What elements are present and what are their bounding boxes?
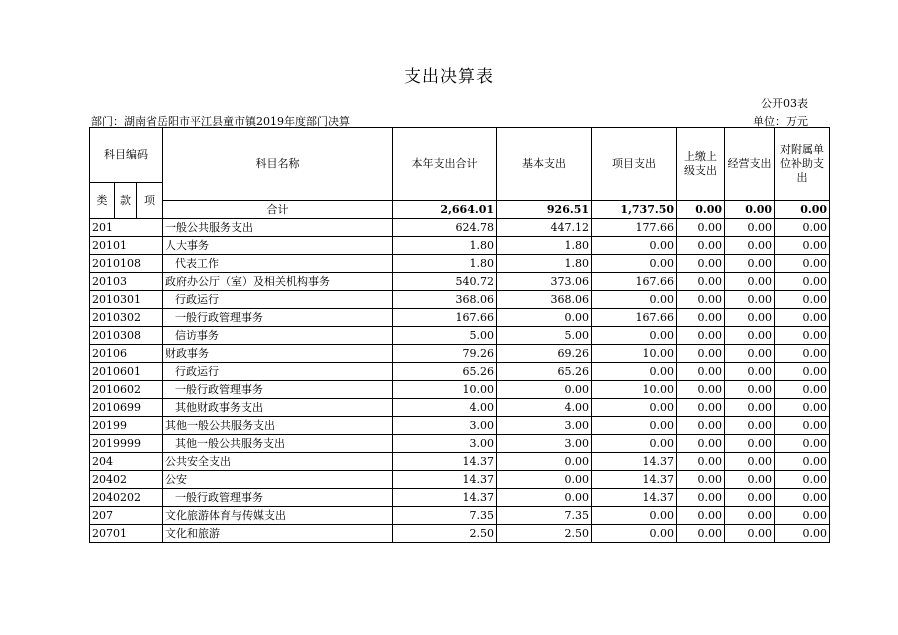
amount-cell: 0.00 xyxy=(497,471,592,489)
amount-cell: 0.00 xyxy=(775,327,830,345)
amount-cell: 10.00 xyxy=(592,345,677,363)
amount-cell: 1.80 xyxy=(497,237,592,255)
amount-cell: 2.50 xyxy=(393,525,497,543)
amount-cell: 373.06 xyxy=(497,273,592,291)
table-row xyxy=(90,363,830,381)
amount-cell: 0.00 xyxy=(497,453,592,471)
amount-cell: 4.00 xyxy=(393,399,497,417)
amount-cell: 0.00 xyxy=(592,507,677,525)
amount-cell: 167.66 xyxy=(592,273,677,291)
table-row xyxy=(90,453,830,471)
amount-cell: 5.00 xyxy=(393,327,497,345)
subject-code: 20199 xyxy=(90,417,163,435)
amount-cell: 0.00 xyxy=(725,435,775,453)
amount-cell: 0.00 xyxy=(725,327,775,345)
amount-cell: 0.00 xyxy=(592,417,677,435)
subject-name: 一般公共服务支出 xyxy=(163,219,393,237)
subject-code: 2010301 xyxy=(90,291,163,309)
total-value: 2,664.01 xyxy=(393,201,497,219)
amount-cell: 624.78 xyxy=(393,219,497,237)
table-row xyxy=(90,273,830,291)
amount-cell: 14.37 xyxy=(393,471,497,489)
amount-cell: 0.00 xyxy=(592,399,677,417)
amount-cell: 14.37 xyxy=(592,489,677,507)
table-row xyxy=(90,489,830,507)
amount-cell: 0.00 xyxy=(677,237,725,255)
total-value: 1,737.50 xyxy=(592,201,677,219)
header-subject-code: 科目编码 xyxy=(90,128,163,183)
subject-code: 207 xyxy=(90,507,163,525)
subject-name: 代表工作 xyxy=(163,255,393,273)
amount-cell: 0.00 xyxy=(677,345,725,363)
amount-cell: 0.00 xyxy=(775,507,830,525)
subject-name: 其他一般公共服务支出 xyxy=(163,417,393,435)
header-business: 经营支出 xyxy=(725,128,775,201)
amount-cell: 0.00 xyxy=(725,489,775,507)
amount-cell: 0.00 xyxy=(677,417,725,435)
amount-cell: 167.66 xyxy=(393,309,497,327)
amount-cell: 0.00 xyxy=(775,345,830,363)
amount-cell: 1.80 xyxy=(393,237,497,255)
header-kuan: 款 xyxy=(115,183,137,219)
total-value: 926.51 xyxy=(497,201,592,219)
amount-cell: 0.00 xyxy=(592,435,677,453)
amount-cell: 0.00 xyxy=(725,219,775,237)
amount-cell: 14.37 xyxy=(393,489,497,507)
amount-cell: 0.00 xyxy=(725,363,775,381)
amount-cell: 0.00 xyxy=(725,273,775,291)
sheet-number: 公开03表 xyxy=(761,97,808,110)
amount-cell: 0.00 xyxy=(775,435,830,453)
amount-cell: 0.00 xyxy=(677,219,725,237)
subject-code: 20101 xyxy=(90,237,163,255)
amount-cell: 0.00 xyxy=(677,327,725,345)
amount-cell: 0.00 xyxy=(725,291,775,309)
amount-cell: 3.00 xyxy=(393,435,497,453)
amount-cell: 0.00 xyxy=(775,417,830,435)
total-label: 合计 xyxy=(163,201,393,219)
header-xiang: 项 xyxy=(137,183,163,219)
subject-name: 人大事务 xyxy=(163,237,393,255)
amount-cell: 3.00 xyxy=(497,435,592,453)
subject-code: 2010108 xyxy=(90,255,163,273)
header-total: 本年支出合计 xyxy=(393,128,497,201)
subject-code: 20106 xyxy=(90,345,163,363)
amount-cell: 0.00 xyxy=(677,399,725,417)
amount-cell: 1.80 xyxy=(497,255,592,273)
amount-cell: 368.06 xyxy=(497,291,592,309)
amount-cell: 0.00 xyxy=(775,525,830,543)
amount-cell: 0.00 xyxy=(592,255,677,273)
amount-cell: 0.00 xyxy=(677,291,725,309)
subject-name: 行政运行 xyxy=(163,363,393,381)
amount-cell: 167.66 xyxy=(592,309,677,327)
amount-cell: 0.00 xyxy=(592,237,677,255)
subject-name: 财政事务 xyxy=(163,345,393,363)
subject-name: 公共安全支出 xyxy=(163,453,393,471)
amount-cell: 0.00 xyxy=(497,309,592,327)
amount-cell: 0.00 xyxy=(677,507,725,525)
amount-cell: 0.00 xyxy=(775,219,830,237)
amount-cell: 0.00 xyxy=(677,381,725,399)
table-row xyxy=(90,417,830,435)
header-subsidy: 对附属单位补助支出 xyxy=(775,128,830,201)
table-row xyxy=(90,309,830,327)
amount-cell: 0.00 xyxy=(677,489,725,507)
amount-cell: 0.00 xyxy=(725,453,775,471)
amount-cell: 0.00 xyxy=(677,363,725,381)
table-row xyxy=(90,291,830,309)
subject-code: 2019999 xyxy=(90,435,163,453)
amount-cell: 7.35 xyxy=(497,507,592,525)
total-value: 0.00 xyxy=(677,201,725,219)
subject-name: 文化和旅游 xyxy=(163,525,393,543)
amount-cell: 0.00 xyxy=(775,255,830,273)
amount-cell: 0.00 xyxy=(725,525,775,543)
table-row xyxy=(90,399,830,417)
header-project: 项目支出 xyxy=(592,128,677,201)
header-row xyxy=(90,128,830,183)
amount-cell: 14.37 xyxy=(592,471,677,489)
amount-cell: 0.00 xyxy=(677,435,725,453)
subject-name: 一般行政管理事务 xyxy=(163,381,393,399)
amount-cell: 0.00 xyxy=(775,291,830,309)
subject-code: 2010601 xyxy=(90,363,163,381)
amount-cell: 177.66 xyxy=(592,219,677,237)
header-upper: 上缴上级支出 xyxy=(677,128,725,201)
amount-cell: 0.00 xyxy=(725,237,775,255)
amount-cell: 0.00 xyxy=(725,345,775,363)
subject-name: 其他财政事务支出 xyxy=(163,399,393,417)
department-label: 部门：湖南省岳阳市平江县童市镇2019年度部门决算 xyxy=(91,115,350,128)
table-row xyxy=(90,525,830,543)
amount-cell: 3.00 xyxy=(393,417,497,435)
amount-cell: 0.00 xyxy=(725,381,775,399)
subject-code: 20402 xyxy=(90,471,163,489)
amount-cell: 0.00 xyxy=(725,471,775,489)
total-row xyxy=(90,201,830,219)
amount-cell: 4.00 xyxy=(497,399,592,417)
amount-cell: 79.26 xyxy=(393,345,497,363)
amount-cell: 0.00 xyxy=(725,417,775,435)
subject-code: 2010699 xyxy=(90,399,163,417)
amount-cell: 0.00 xyxy=(677,453,725,471)
table-row xyxy=(90,345,830,363)
subject-code: 20701 xyxy=(90,525,163,543)
header-basic: 基本支出 xyxy=(497,128,592,201)
amount-cell: 65.26 xyxy=(497,363,592,381)
amount-cell: 0.00 xyxy=(725,507,775,525)
subject-code: 2040202 xyxy=(90,489,163,507)
table-row xyxy=(90,327,830,345)
total-value: 0.00 xyxy=(775,201,830,219)
amount-cell: 0.00 xyxy=(775,453,830,471)
amount-cell: 10.00 xyxy=(393,381,497,399)
subject-name: 信访事务 xyxy=(163,327,393,345)
amount-cell: 368.06 xyxy=(393,291,497,309)
table-row xyxy=(90,237,830,255)
report-title: 支出决算表 xyxy=(404,67,494,87)
amount-cell: 0.00 xyxy=(592,525,677,543)
amount-cell: 0.00 xyxy=(592,291,677,309)
amount-cell: 0.00 xyxy=(775,399,830,417)
subject-code: 2010308 xyxy=(90,327,163,345)
subject-code: 20103 xyxy=(90,273,163,291)
amount-cell: 540.72 xyxy=(393,273,497,291)
table-row xyxy=(90,381,830,399)
amount-cell: 0.00 xyxy=(592,363,677,381)
amount-cell: 0.00 xyxy=(775,363,830,381)
amount-cell: 0.00 xyxy=(775,489,830,507)
amount-cell: 0.00 xyxy=(677,525,725,543)
amount-cell: 69.26 xyxy=(497,345,592,363)
unit-label: 单位：万元 xyxy=(753,115,808,128)
amount-cell: 14.37 xyxy=(592,453,677,471)
subject-name: 一般行政管理事务 xyxy=(163,489,393,507)
amount-cell: 0.00 xyxy=(497,381,592,399)
total-value: 0.00 xyxy=(725,201,775,219)
amount-cell: 10.00 xyxy=(592,381,677,399)
amount-cell: 0.00 xyxy=(725,255,775,273)
amount-cell: 0.00 xyxy=(677,309,725,327)
amount-cell: 0.00 xyxy=(677,471,725,489)
amount-cell: 14.37 xyxy=(393,453,497,471)
subject-code: 201 xyxy=(90,219,163,237)
amount-cell: 0.00 xyxy=(677,255,725,273)
table-row xyxy=(90,435,830,453)
amount-cell: 0.00 xyxy=(497,489,592,507)
amount-cell: 2.50 xyxy=(497,525,592,543)
subject-code: 2010302 xyxy=(90,309,163,327)
table-row xyxy=(90,471,830,489)
amount-cell: 7.35 xyxy=(393,507,497,525)
amount-cell: 0.00 xyxy=(775,381,830,399)
amount-cell: 0.00 xyxy=(775,309,830,327)
amount-cell: 65.26 xyxy=(393,363,497,381)
amount-cell: 1.80 xyxy=(393,255,497,273)
subject-code: 204 xyxy=(90,453,163,471)
subject-name: 其他一般公共服务支出 xyxy=(163,435,393,453)
amount-cell: 0.00 xyxy=(677,273,725,291)
subject-code: 2010602 xyxy=(90,381,163,399)
expenditure-table xyxy=(89,127,830,543)
subject-name: 公安 xyxy=(163,471,393,489)
subject-name: 行政运行 xyxy=(163,291,393,309)
amount-cell: 0.00 xyxy=(775,471,830,489)
subject-name: 一般行政管理事务 xyxy=(163,309,393,327)
amount-cell: 3.00 xyxy=(497,417,592,435)
amount-cell: 0.00 xyxy=(592,327,677,345)
amount-cell: 5.00 xyxy=(497,327,592,345)
table-row xyxy=(90,507,830,525)
table-row xyxy=(90,255,830,273)
amount-cell: 0.00 xyxy=(775,273,830,291)
subject-name: 文化旅游体育与传媒支出 xyxy=(163,507,393,525)
subject-name: 政府办公厅（室）及相关机构事务 xyxy=(163,273,393,291)
header-lei: 类 xyxy=(90,183,115,219)
amount-cell: 0.00 xyxy=(725,309,775,327)
amount-cell: 447.12 xyxy=(497,219,592,237)
amount-cell: 0.00 xyxy=(775,237,830,255)
table-row xyxy=(90,219,830,237)
amount-cell: 0.00 xyxy=(725,399,775,417)
header-subject-name: 科目名称 xyxy=(163,128,393,201)
